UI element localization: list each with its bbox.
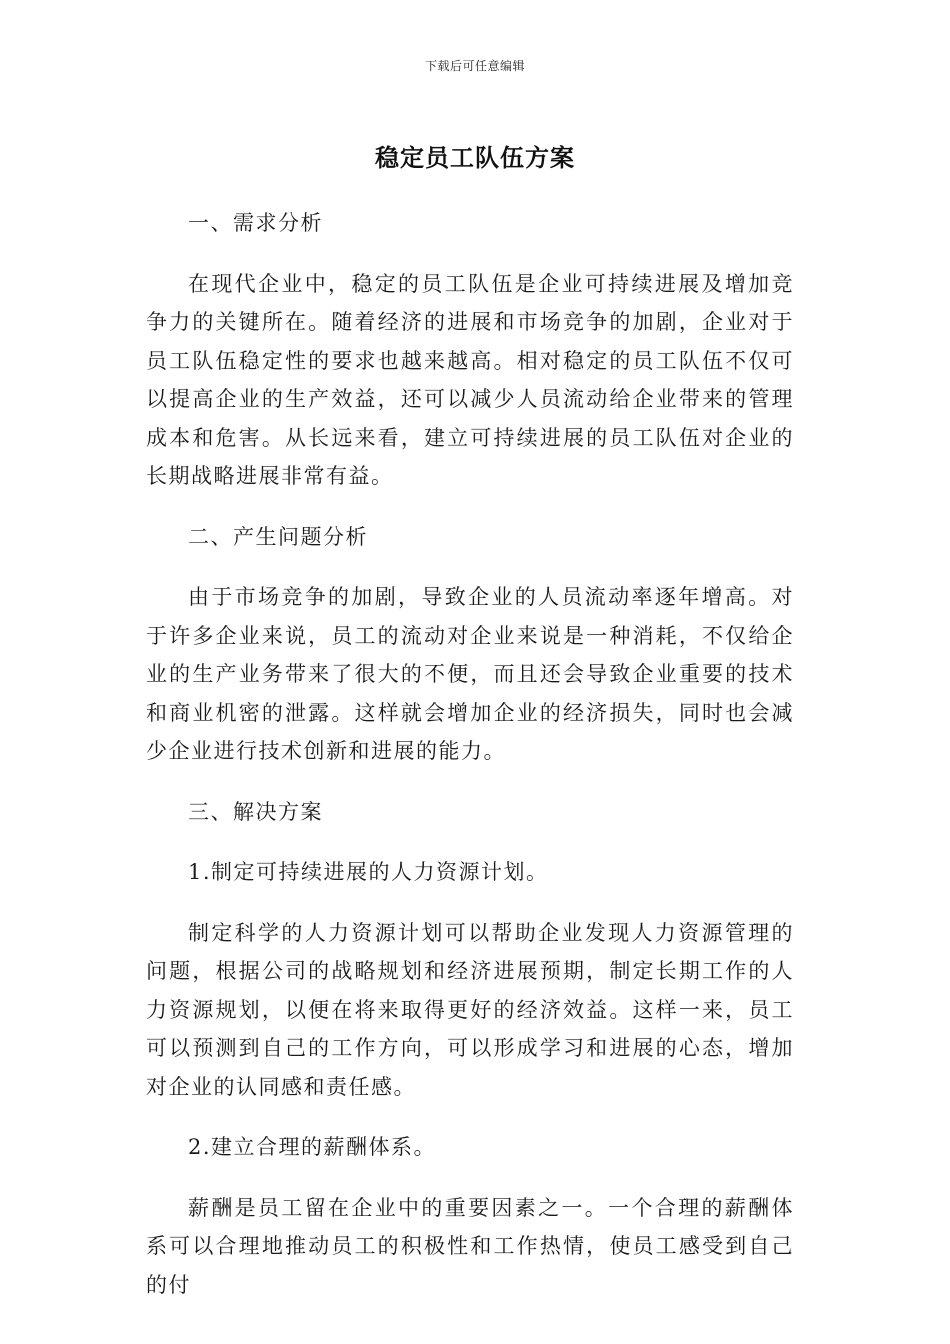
section-heading-requirements: 一、需求分析 (188, 211, 323, 235)
paragraph-problems: 由于市场竞争的加剧，导致企业的人员流动率逐年增高。对于许多企业来说，员工的流动对企业来说是一种消耗，不仅给企业的生产业务带来了很大的不便，而且还会导致企业重要的技术和商业机密的泄露。这样就会增加企业的经济损失，同时也会减少企业进行技术创新和进展的能力。 (146, 585, 794, 763)
paragraph-salary-system: 薪酬是员工留在企业中的重要因素之一。一个合理的薪酬体系可以合理地推动员工的积极性和工作热情，使员工感受到自己的付 (146, 1195, 794, 1297)
header-note: 下载后可任意编辑 (424, 59, 525, 73)
section-heading-solutions: 三、解决方案 (188, 799, 323, 824)
section-heading-problems: 二、产生问题分析 (188, 524, 368, 549)
subheading-hr-plan: 1.制定可持续进展的人力资源计划。 (188, 860, 549, 884)
document-body (146, 204, 794, 1326)
paragraph-hr-plan: 制定科学的人力资源计划可以帮助企业发现人力资源管理的问题，根据公司的战略规划和经济进展预期，制定长期工作的人力资源规划，以便在将来取得更好的经济效益。这样一来，员工可以预测到自己的工作方向，可以形成学习和进展的心态，增加对企业的认同感和责任感。 (146, 920, 794, 1099)
paragraph-requirements: 在现代企业中，稳定的员工队伍是企业可持续进展及增加竞争力的关键所在。随着经济的进展和市场竞争的加剧，企业对于员工队伍稳定性的要求也越来越高。相对稳定的员工队伍不仅可以提高企业的生产效益，还可以减少人员流动给企业带来的管理成本和危害。从长远来看，建立可持续进展的员工队伍对企业的长期战略进展非常有益。 (146, 271, 794, 488)
document-title: 稳定员工队伍方案 (375, 144, 575, 172)
subheading-salary-system: 2.建立合理的薪酬体系。 (188, 1135, 437, 1159)
